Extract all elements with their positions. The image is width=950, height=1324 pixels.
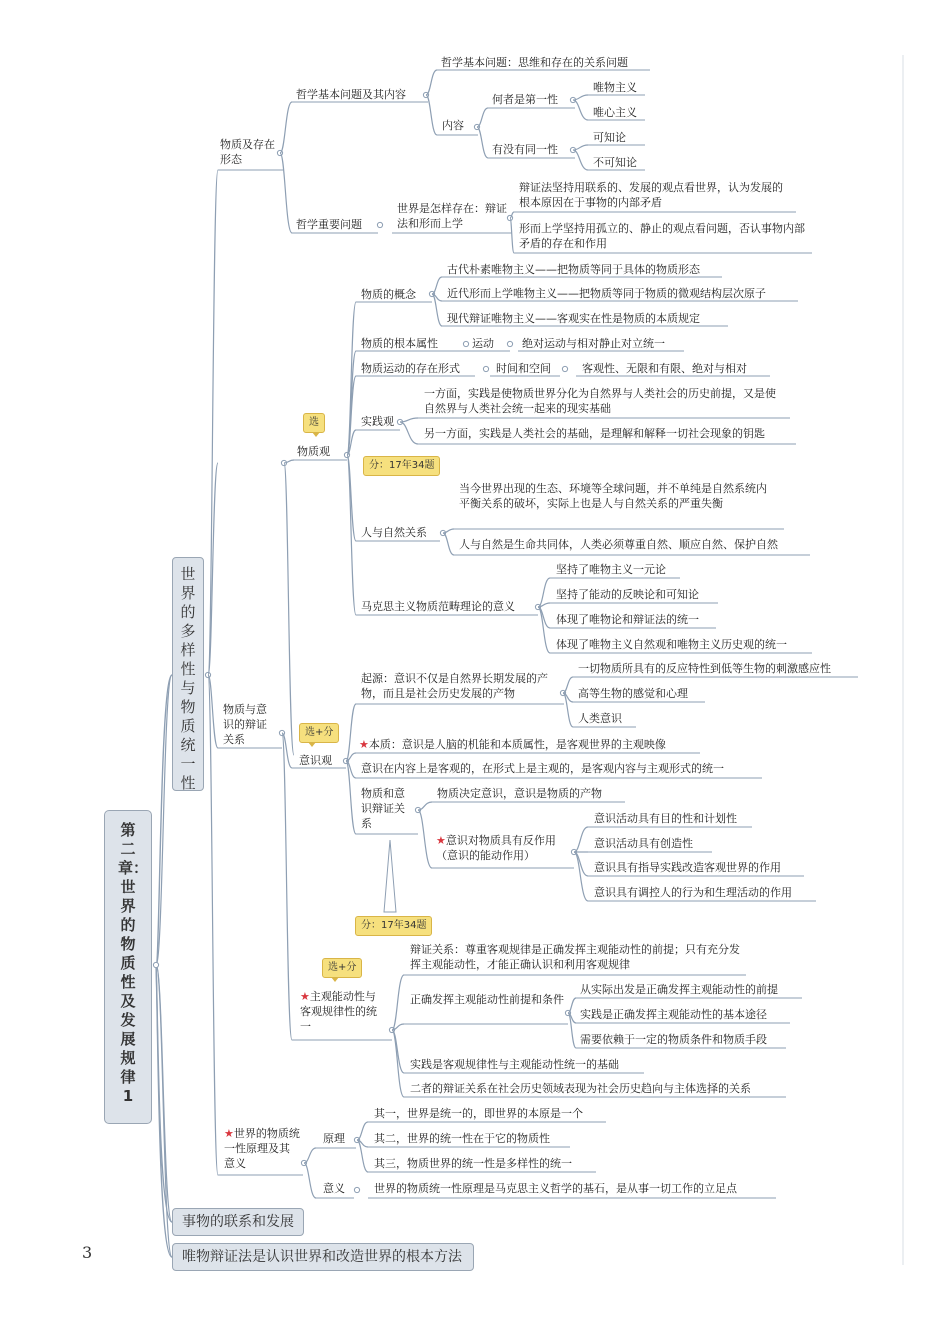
node-counter-3: 意识具有指导实践改造客观世界的作用 — [594, 861, 781, 874]
star-icon: ★ — [224, 1127, 234, 1140]
node-origin-2: 高等生物的感觉和心理 — [578, 687, 688, 700]
node-practice-view: 实践观 — [361, 415, 394, 428]
connector-line — [573, 145, 588, 150]
connector-line — [284, 463, 294, 755]
node-matter-determines: 物质决定意识，意识是物质的产物 — [437, 787, 602, 800]
node-material-existence: 物质及存在形态 — [220, 138, 275, 166]
node-marx-3: 体现了唯物论和辩证法的统一 — [556, 613, 699, 626]
node-principle-1: 其一，世界是统一的，即世界的本原是一个 — [374, 1107, 583, 1120]
node-how-world-exists: 世界是怎样存在：辩证法和形而上学 — [397, 202, 507, 230]
node-matter-consciousness: 物质与意识的辩证关系 — [223, 703, 267, 746]
node-principle-2: 其二，世界的统一性在于它的物质性 — [374, 1132, 550, 1145]
connector-line — [208, 170, 218, 675]
node-marx-4: 体现了唯物主义自然观和唯物主义历史观的统一 — [556, 638, 787, 651]
node-dialectics-view: 辩证法坚持用联系的、发展的观点看世界，认为发展的根本原因在于事物的内部矛盾 — [519, 181, 783, 209]
connector-line — [477, 108, 488, 127]
node-content-objective: 意识在内容上是客观的，在形式上是主观的，是客观内容与主观形式的统一 — [361, 762, 724, 775]
node-practice-2: 另一方面，实践是人类社会的基础，是理解和解释一切社会现象的钥匙 — [424, 427, 765, 440]
node-human-nature-2: 人与自然是生命共同体，人类必须尊重自然、顺应自然、保护自然 — [459, 538, 778, 551]
connector-line — [280, 102, 292, 153]
node-origin-3: 人类意识 — [578, 712, 622, 725]
node-significance: 意义 — [323, 1182, 345, 1195]
connector-line — [573, 150, 588, 170]
node-motion: 运动 — [472, 337, 494, 350]
connector-line — [426, 70, 437, 95]
node-human-nature-1: 当今世界出现的生态、环境等全球问题，并不单纯是自然系统内平衡关系的破坏，实际上也是人与自然关系的严重失衡 — [459, 482, 767, 510]
node-principle-3: 其三，物质世界的统一性是多样性的统一 — [374, 1157, 572, 1170]
connector-line — [357, 1122, 368, 1140]
connector-line — [282, 733, 292, 1040]
node-metaphysics-view: 形而上学坚持用孤立的、静止的观点看问题，否认事物内部矛盾的存在和作用 — [519, 222, 805, 250]
node-idealism: 唯心主义 — [593, 106, 637, 119]
section-world-unity: 世界的多样性与物质统一性 — [172, 557, 204, 791]
node-important-question: 哲学重要问题 — [296, 218, 362, 231]
node-basic-question: 哲学基本问题及其内容 — [296, 88, 406, 101]
connector-line — [477, 127, 488, 158]
tag-xuanfen-1: 选+分 — [299, 723, 339, 743]
connector-line — [347, 455, 356, 615]
node-subjective-objective: ★主观能动性与客观规律性的统一 — [300, 990, 377, 1033]
node-marx-1: 坚持了唯物主义一元论 — [556, 563, 666, 576]
tag-score-17-34: 分：17年34题 — [363, 456, 440, 476]
node-modern-dialectic: 现代辩证唯物主义——客观实在性是物质的本质规定 — [447, 312, 700, 325]
connector-line — [574, 827, 588, 852]
node-primacy: 何者是第一性 — [492, 93, 558, 106]
node-materialism: 唯物主义 — [593, 81, 637, 94]
node-objectivity: 客观性、无限和有限、绝对与相对 — [582, 362, 747, 375]
connector-line — [443, 533, 454, 555]
node-motion-form: 物质运动的存在形式 — [361, 362, 460, 375]
node-ancient: 古代朴素唯物主义——把物质等同于具体的物质形态 — [447, 263, 700, 276]
node-counter-2: 意识活动具有创造性 — [594, 837, 693, 850]
connector-line — [304, 1163, 316, 1198]
tag-xuan: 选 — [303, 413, 325, 433]
section-dialectics-method: 唯物辩证法是认识世界和改造世界的根本方法 — [172, 1243, 474, 1271]
node-practice-1: 一方面，实践是使物质世界分化为自然界与人类社会的历史前提，又是使自然界与人类社会统一起来的现实基础 — [424, 387, 776, 415]
node-principle: 原理 — [323, 1132, 345, 1145]
node-dialectic-gx: 辩证关系：尊重客观规律是正确发挥主观能动性的前提；只有充分发挥主观能动性，才能正确认识和利用客观规律 — [410, 943, 740, 971]
node-correct-3: 需要依赖于一定的物质条件和物质手段 — [580, 1033, 767, 1046]
connector-dot — [507, 341, 512, 346]
star-icon: ★ — [436, 834, 446, 847]
node-fundamental-attribute: 物质的根本属性 — [361, 337, 438, 350]
node-time-space: 时间和空间 — [496, 362, 551, 375]
node-significance-text: 世界的物质统一性原理是马克思主义哲学的基石，是从事一切工作的立足点 — [374, 1182, 737, 1195]
node-correct-1: 从实际出发是正确发挥主观能动性的前提 — [580, 983, 778, 996]
connector-dot — [377, 222, 382, 227]
node-origin-1: 一切物质所具有的反应特性到低等生物的刺激感应性 — [578, 662, 831, 675]
connector-line — [346, 704, 356, 761]
connector-line — [400, 422, 418, 444]
connector-line — [418, 810, 432, 868]
chapter-node: 第二章：世界的物质性及发展规律1 — [104, 810, 152, 1124]
connector-line — [510, 218, 514, 253]
node-counter-4: 意识具有调控人的行为和生理活动的作用 — [594, 886, 792, 899]
node-counter-effect: ★意识对物质具有反作用（意识的能动作用） — [436, 834, 556, 862]
node-human-nature: 人与自然关系 — [361, 526, 427, 539]
section-relation-development: 事物的联系和发展 — [172, 1208, 304, 1236]
node-counter-1: 意识活动具有目的性和计划性 — [594, 812, 737, 825]
connector-line — [426, 95, 437, 135]
node-knowable: 可知论 — [593, 131, 626, 144]
star-icon: ★ — [300, 990, 310, 1003]
connector-line — [573, 95, 588, 100]
node-origin: 起源：意识不仅是自然界长期发展的产物，而且是社会历史发展的产物 — [361, 672, 548, 700]
connector-line — [280, 153, 292, 233]
connector-line — [392, 975, 404, 1030]
node-essence: ★本质：意识是人脑的机能和本质属性，是客观世界的主观映像 — [359, 738, 666, 751]
node-practice-basis: 实践是客观规律性与主观能动性统一的基础 — [410, 1058, 619, 1071]
node-two-relation: 二者的辩证关系在社会历史领域表现为社会历史趋向与主体选择的关系 — [410, 1082, 751, 1095]
tag-score-17-34-b: 分：17年34题 — [355, 916, 432, 936]
node-material-view: 物质观 — [297, 445, 330, 458]
connector-line — [574, 852, 588, 901]
node-marxist-significance: 马克思主义物质范畴理论的意义 — [361, 600, 515, 613]
connector-dot — [562, 366, 567, 371]
node-unknowable: 不可知论 — [593, 156, 637, 169]
star-icon: ★ — [359, 738, 369, 751]
connector-line — [208, 675, 218, 1175]
node-correct-2: 实践是正确发挥主观能动性的基本途径 — [580, 1008, 767, 1021]
connector-line — [573, 100, 588, 120]
node-modern-meta: 近代形而上学唯物主义——把物质等同于物质的微观结构层次原子 — [447, 287, 766, 300]
node-consciousness-view: 意识观 — [299, 754, 332, 767]
node-unity-principle: ★世界的物质统一性原理及其意义 — [224, 1127, 300, 1170]
node-absolute-motion: 绝对运动与相对静止对立统一 — [522, 337, 665, 350]
tag-xuanfen-2: 选+分 — [322, 958, 362, 978]
connector-dot — [153, 962, 158, 967]
node-basic-question-def: 哲学基本问题：思维和存在的关系问题 — [441, 56, 628, 69]
node-matter-concept: 物质的概念 — [361, 288, 416, 301]
node-correct-play: 正确发挥主观能动性前提和条件 — [410, 993, 564, 1006]
node-marx-2: 坚持了能动的反映论和可知论 — [556, 588, 699, 601]
node-dialectic-relation: 物质和意识辩证关系 — [361, 787, 405, 830]
connector-line — [384, 840, 396, 912]
page-number: 3 — [82, 1243, 93, 1262]
connector-dot — [483, 366, 488, 371]
connector-dot — [463, 341, 468, 346]
connector-line — [400, 418, 418, 422]
connector-line — [392, 1030, 404, 1097]
node-identity: 有没有同一性 — [492, 143, 558, 156]
page-edge-shadow — [902, 55, 904, 1265]
connector-dot — [354, 1187, 359, 1192]
connector-line — [538, 607, 550, 653]
node-content: 内容 — [442, 119, 464, 132]
